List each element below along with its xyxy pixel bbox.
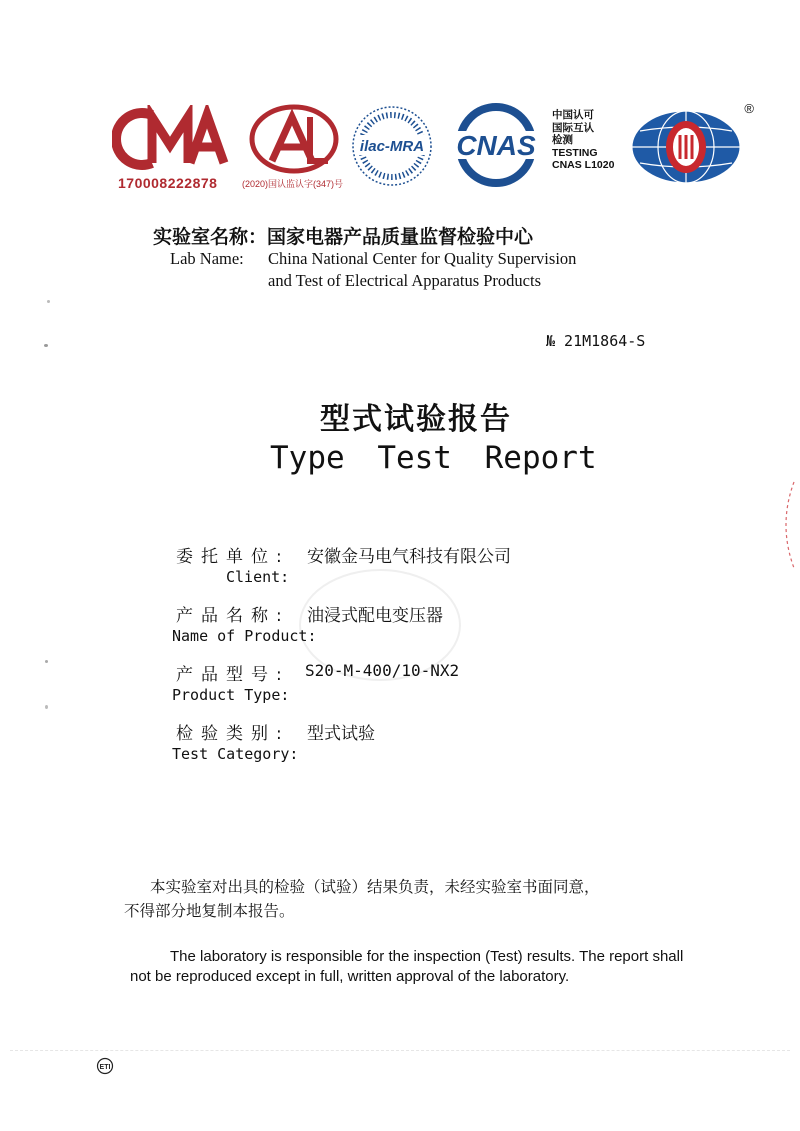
report-title-cn: 型式试验报告 [320, 402, 512, 437]
field-label-en: Name of Product: [172, 627, 317, 645]
scan-speck [47, 300, 50, 303]
cnas-side-line: 中国认可 [552, 109, 594, 121]
cqc-logo [626, 101, 754, 187]
scan-speck [44, 344, 48, 347]
field-value: 油浸式配电变压器 [307, 606, 443, 626]
cma-logo [112, 105, 234, 195]
eti-mark-text: ETI [99, 1064, 111, 1072]
field-label-en: Test Category: [172, 745, 299, 763]
cnas-text: CNAS [456, 130, 536, 161]
report-number: № 21M1864-S [546, 332, 646, 350]
field-value: 型式试验 [307, 724, 375, 744]
cnas-side-line: 检测 [552, 134, 573, 146]
registered-mark: ® [744, 101, 754, 116]
cma-mark-icon [112, 105, 234, 173]
cma-number: 170008222878 [118, 175, 218, 191]
scan-speck [45, 705, 48, 709]
scan-speck [45, 660, 48, 663]
field-label-cn: 产品名称: [176, 606, 290, 626]
field-label-en: Product Type: [172, 686, 290, 704]
footer-divider [10, 1050, 790, 1051]
cnas-side-line: TESTING [552, 146, 598, 159]
lab-name-en-label: Lab Name: [170, 249, 244, 268]
cal-logo [238, 103, 350, 195]
red-seal-edge [776, 480, 796, 570]
disclaimer-cn-line2: 不得部分地复制本报告。 [124, 902, 295, 920]
lab-name-en-line1: China National Center for Quality Supervision [268, 249, 577, 268]
lab-name-cn: 实验室名称：国家电器产品质量监督检验中心 [153, 226, 534, 248]
field-label-en: Client: [226, 568, 290, 586]
eti-mark-icon [96, 1057, 114, 1075]
cal-mark-icon [238, 103, 350, 175]
disclaimer-cn-line1: 本实验室对出具的检验（试验）结果负责，未经实验室书面同意， [150, 878, 600, 896]
field-label-cn: 产品型号: [176, 665, 290, 685]
cnas-logo [444, 103, 548, 187]
lab-name-en-line2: and Test of Electrical Apparatus Products [268, 271, 542, 290]
cal-number: (2020)国认监认字(347)号 [242, 179, 344, 189]
cnas-side-line: CNAS L1020 [552, 159, 615, 171]
ilac-mra-logo [349, 103, 435, 189]
disclaimer-en-line1: The laboratory is responsible for the inspection (Test) results. The report shall [170, 948, 684, 965]
field-label-cn: 委托单位: [176, 547, 290, 567]
cnas-side-text [552, 109, 614, 172]
cnas-side-line: 国际互认 [552, 121, 594, 134]
field-value: S20-M-400/10-NX2 [305, 661, 460, 680]
ilac-mra-text: ilac-MRA [359, 138, 425, 155]
report-title-en: Type Test Report [270, 440, 597, 476]
field-label-cn: 检验类别: [176, 724, 290, 744]
field-value: 安徽金马电气科技有限公司 [307, 547, 511, 567]
disclaimer-en-line2: not be reproduced except in full, written approval of the laboratory. [130, 968, 570, 985]
